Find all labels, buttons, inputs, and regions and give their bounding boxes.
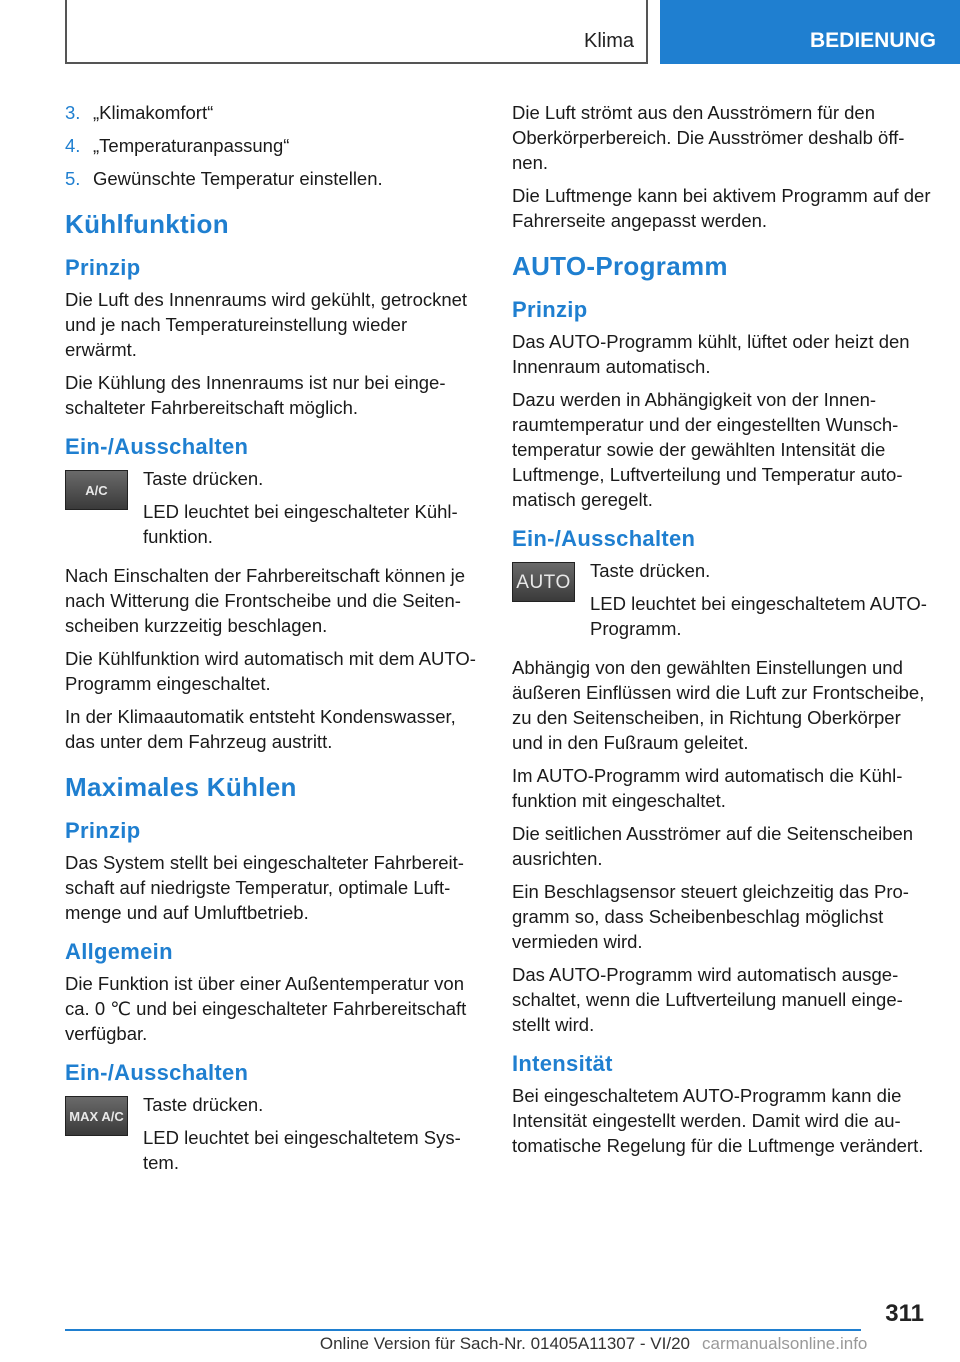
step-list — [65, 100, 483, 191]
paragraph: Das AUTO-Programm wird automatisch ausgeschaltet, wenn die Luftverteilung manuell eingestellt wird. — [512, 964, 903, 1035]
step-text: „Temperaturanpassung“ — [93, 135, 290, 156]
instruction-text: Taste drücken. — [590, 560, 711, 581]
header-chapter-tab — [660, 0, 960, 64]
paragraph: Die Luft strömt aus den Ausströmern für den Oberkörperbereich. Die Ausströmer deshalb öffnen. — [512, 102, 905, 173]
paragraph: Die seitlichen Ausströmer auf die Seitenscheiben ausrichten. — [512, 823, 914, 869]
max-ac-button-icon: MAX A/C — [65, 1096, 128, 1136]
step-number: 4. — [65, 135, 81, 156]
footer-divider — [65, 1329, 861, 1331]
heading-prinzip: Prinzip — [65, 818, 141, 843]
paragraph: Die Kühlung des Innenraums ist nur bei eingeschalteter Fahrbereitschaft möglich. — [65, 372, 446, 418]
ac-button-icon: A/C — [65, 470, 128, 510]
paragraph: Die Luft des Innenraums wird gekühlt, getrocknet und je nach Temperatureinstellung wieder erwärmt. — [65, 289, 468, 360]
header-chapter-label: BEDIENUNG — [810, 29, 937, 52]
paragraph: Die Luftmenge kann bei aktivem Programm auf der Fahrerseite angepasst werden. — [512, 185, 931, 231]
heading-intensitaet: Intensität — [512, 1051, 613, 1076]
paragraph: Ein Beschlagsensor steuert gleichzeitig das Programm so, dass Scheibenbeschlag möglichst vermieden wird. — [512, 881, 909, 952]
button-instruction — [65, 1092, 483, 1175]
instruction-text: Taste drücken. — [143, 1094, 264, 1115]
heading-ein-ausschalten: Ein-/Ausschalten — [65, 434, 249, 459]
page-number: 311 — [885, 1300, 924, 1327]
led-text: LED leuchtet bei eingeschalteter Kühlfunktion. — [143, 501, 458, 547]
heading-maximales-kuehlen: Maximales Kühlen — [65, 772, 297, 802]
paragraph: Nach Einschalten der Fahrbereitschaft können je nach Witterung die Frontscheibe und die Seitenscheiben kurzzeitig beschlagen. — [65, 565, 466, 636]
heading-allgemein: Allgemein — [65, 939, 173, 964]
footer-version-text: Online Version für Sach-Nr. 01405A11307 - VI/20 — [319, 1334, 690, 1353]
paragraph: Die Funktion ist über einer Außentemperatur von ca. 0 ℃ und bei eingeschalteter Fahrbereitschaft verfügbar. — [65, 973, 467, 1044]
step-item — [65, 133, 483, 158]
auto-button-icon: AUTO — [512, 562, 575, 602]
paragraph: Die Kühlfunktion wird automatisch mit dem AUTO-Programm eingeschaltet. — [65, 648, 476, 694]
instruction-text: Taste drücken. — [143, 468, 264, 489]
paragraph: Das AUTO-Programm kühlt, lüftet oder heizt den Innenraum automatisch. — [512, 331, 910, 377]
header-section-title: Klima — [583, 30, 634, 52]
heading-prinzip: Prinzip — [65, 255, 141, 280]
heading-auto-programm: AUTO-Programm — [512, 251, 728, 281]
header-frame — [65, 0, 648, 64]
step-text: „Klimakomfort“ — [93, 102, 214, 123]
paragraph: Abhängig von den gewählten Einstellungen und äußeren Einflüssen wird die Luft zur Frontscheibe, zu den Seitenscheiben, in Richtung Oberkörper und in den Fußraum geleitet. — [512, 657, 925, 753]
paragraph: Das System stellt bei eingeschalteter Fahrbereitschaft auf niedrigste Temperatur, optimale Luftmenge und auf Umluftbetrieb. — [65, 852, 464, 923]
button-instruction — [65, 466, 483, 549]
step-text: Gewünschte Temperatur einstellen. — [93, 168, 383, 189]
step-item — [65, 166, 483, 191]
button-instruction — [512, 558, 932, 641]
step-item — [65, 100, 483, 125]
heading-ein-ausschalten: Ein-/Ausschalten — [65, 1060, 249, 1085]
step-number: 5. — [65, 168, 81, 189]
step-number: 3. — [65, 102, 81, 123]
heading-kuehlfunktion: Kühlfunktion — [65, 209, 229, 239]
right-column — [512, 100, 932, 1166]
left-column — [65, 100, 483, 1189]
footer-watermark: carmanualsonline.info — [702, 1334, 868, 1353]
paragraph: Im AUTO-Programm wird automatisch die Kühlfunktion mit eingeschaltet. — [512, 765, 903, 811]
heading-ein-ausschalten: Ein-/Ausschalten — [512, 526, 696, 551]
paragraph: Dazu werden in Abhängigkeit von der Innenraumtemperatur und der eingestellten Wunschtemperatur sowie der gewählten Intensität die Luftmenge, Luftverteilung und Temperatur automatisch geregelt. — [512, 389, 903, 510]
heading-prinzip: Prinzip — [512, 297, 588, 322]
led-text: LED leuchtet bei eingeschaltetem AUTO-Programm. — [590, 593, 927, 639]
paragraph: In der Klimaautomatik entsteht Kondenswasser, das unter dem Fahrzeug austritt. — [65, 706, 456, 752]
led-text: LED leuchtet bei eingeschaltetem System. — [143, 1127, 461, 1173]
paragraph: Bei eingeschaltetem AUTO-Programm kann die Intensität eingestellt werden. Damit wird die automatische Regelung für die Luftmenge verändert. — [512, 1085, 924, 1156]
